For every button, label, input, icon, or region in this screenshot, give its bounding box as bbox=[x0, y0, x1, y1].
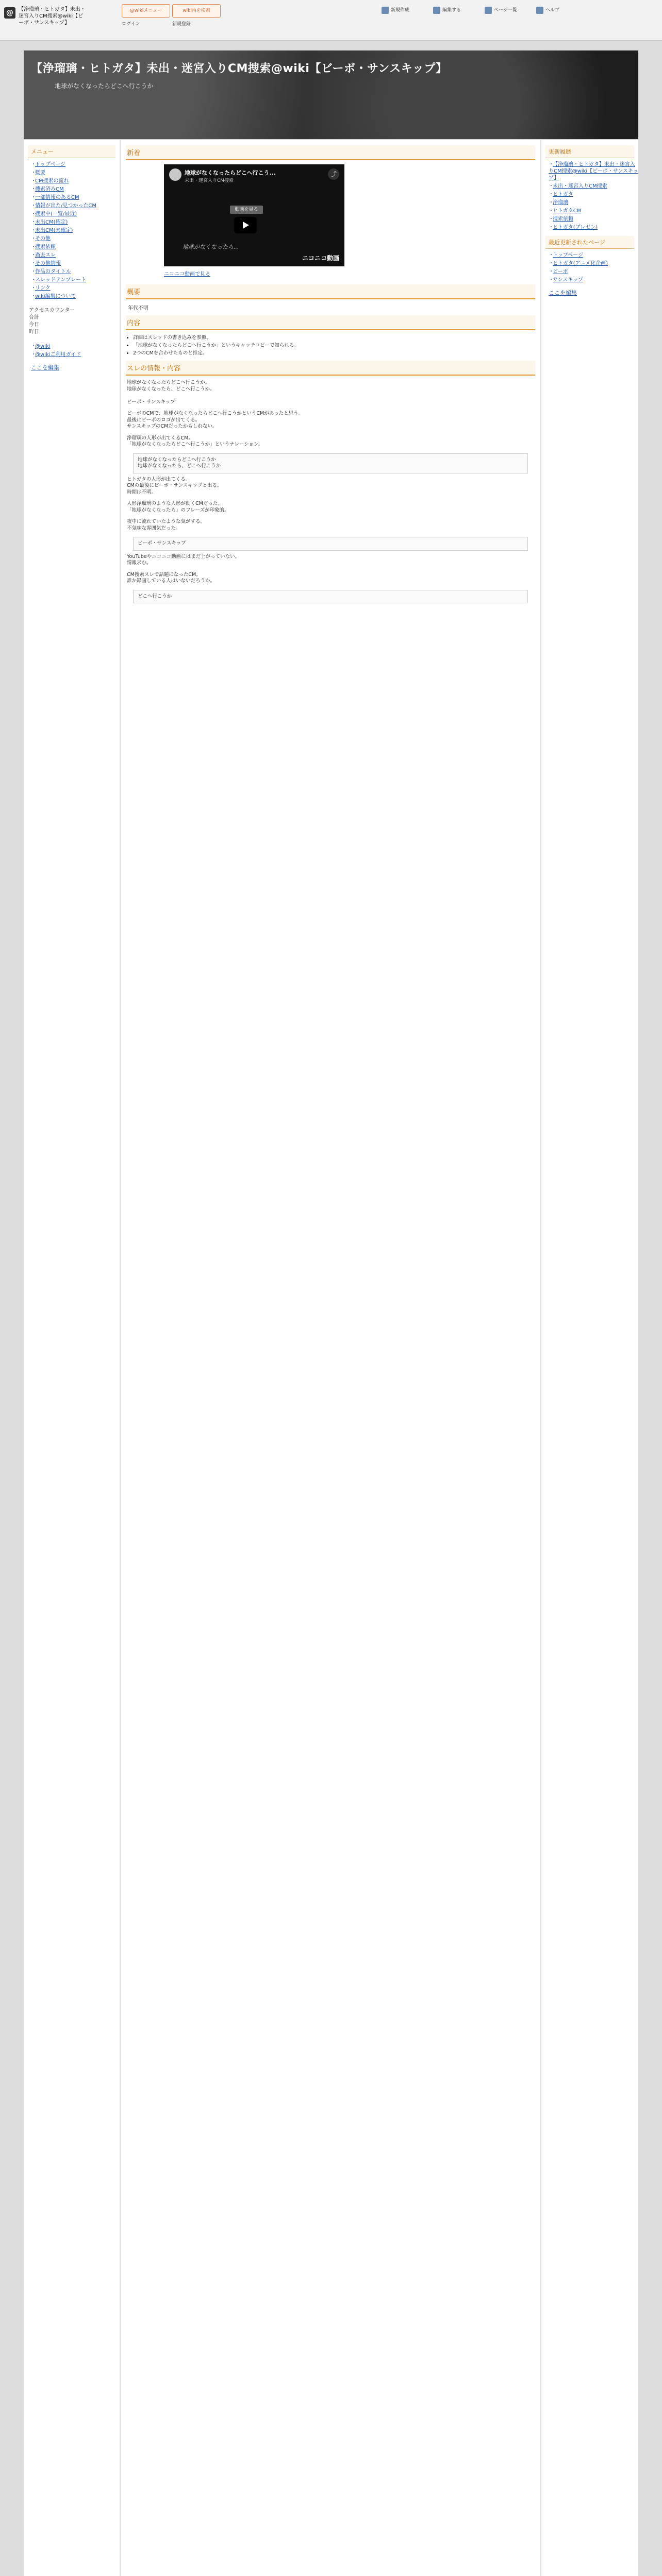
help-icon bbox=[536, 7, 543, 14]
recent-item-label: ヒトガタ(アニメ化企画) bbox=[553, 261, 608, 266]
share-icon[interactable]: ⤴ bbox=[328, 168, 339, 180]
site-title[interactable]: 【浄瑠璃・ヒトガタ】未出・迷宮入りCM捜索@wiki【ビーボ・サンスキップ】 bbox=[31, 62, 448, 75]
niconico-video-embed[interactable] bbox=[164, 164, 344, 266]
wiki-toolbar bbox=[0, 0, 662, 41]
site-subtitle: 地球がなくなったらどこへ行こうか bbox=[55, 82, 154, 90]
counter-today: 今日 bbox=[29, 322, 39, 328]
bullet-icon: ・ bbox=[549, 208, 554, 214]
quote-box: ビーボ・サンスキップ bbox=[133, 537, 528, 551]
sidebar-item-label: 概要 bbox=[35, 170, 45, 176]
atwiki-menu-button[interactable]: @wikiメニュー bbox=[122, 4, 170, 18]
thread-post: YouTubeやニコニコ動画にはまだ上がっていない。 情報求む。 bbox=[127, 553, 240, 566]
news-heading: 新着 bbox=[126, 145, 535, 160]
quote-box: 地球がなくなったらどこへ行こうか 地球がなくなったら、どこへ行こうか bbox=[133, 453, 528, 473]
update-history-list bbox=[549, 161, 638, 231]
content-bullets bbox=[133, 334, 530, 357]
content-heading: 内容 bbox=[126, 315, 535, 330]
recent-item[interactable] bbox=[549, 260, 638, 267]
recent-item-label: サンスキップ bbox=[553, 277, 583, 283]
edit-icon bbox=[433, 7, 440, 14]
bullet-icon: ・ bbox=[549, 225, 554, 230]
sidebar-item-label: スレッドテンプレート bbox=[35, 277, 86, 283]
recent-pages-heading: 最近更新されたページ bbox=[545, 236, 634, 249]
login-link[interactable]: ログイン bbox=[122, 22, 140, 27]
recent-item[interactable] bbox=[549, 277, 638, 283]
thread-post: 人形浄瑠璃のような人形が動くCMだった。 「地球がなくなったら」のフレーズが印象的。 bbox=[127, 501, 229, 513]
sidebar-item[interactable] bbox=[31, 161, 120, 168]
wiki-logo[interactable] bbox=[4, 4, 87, 35]
update-item[interactable] bbox=[549, 199, 638, 206]
recent-item[interactable] bbox=[549, 252, 638, 259]
update-item-label: 【浄瑠璃・ヒトガタ】未出・迷宮入りCM捜索@wiki【ビーボ・サンスキップ】 bbox=[549, 162, 638, 181]
sidebar-item-label: wiki編集について bbox=[35, 294, 76, 299]
video-caption: 地球がなくなったら... bbox=[183, 244, 239, 250]
bullet-icon: ・ bbox=[31, 236, 36, 242]
update-item-label: ヒトガタ bbox=[553, 192, 573, 197]
update-item-label: 浄瑠璃 bbox=[553, 200, 568, 206]
wiki-search-button[interactable]: wiki内を検索 bbox=[172, 4, 221, 18]
sidebar-item-label: 一部情報のあるCM bbox=[35, 195, 79, 200]
sidebar-item-label: トップページ bbox=[35, 162, 66, 167]
update-item[interactable] bbox=[549, 161, 638, 181]
bullet-icon: ・ bbox=[31, 195, 36, 200]
summary-text: 年代不明 bbox=[128, 306, 148, 311]
page-list-icon bbox=[485, 7, 492, 14]
atwiki-links bbox=[31, 343, 120, 358]
bullet-icon: ・ bbox=[31, 261, 36, 266]
summary-heading: 概要 bbox=[126, 284, 535, 299]
update-item[interactable] bbox=[549, 191, 638, 198]
register-link[interactable]: 新規登録 bbox=[172, 22, 191, 27]
sidebar-item[interactable] bbox=[31, 202, 120, 209]
bullet-icon: ・ bbox=[549, 277, 554, 283]
menu-list bbox=[31, 161, 120, 300]
menu-new-page[interactable]: 新規作成 bbox=[382, 6, 427, 25]
wiki-site-name: 【浄瑠璃・ヒトガタ】未出・迷宮入りCM捜索@wiki【ビーボ・サンスキップ】 bbox=[19, 7, 86, 26]
thread-heading: スレの情報・内容 bbox=[126, 361, 535, 376]
recent-item-label: トップページ bbox=[553, 252, 584, 258]
right-sidebar bbox=[541, 140, 638, 2576]
bullet-icon: ・ bbox=[549, 192, 554, 197]
bullet-icon: ・ bbox=[549, 216, 554, 222]
sidebar-item-label: 作品のタイトル bbox=[35, 269, 71, 275]
sidebar-item-label: その他 bbox=[35, 236, 51, 242]
atwiki-link[interactable]: ・@wiki bbox=[31, 344, 51, 349]
bullet-icon: ・ bbox=[31, 277, 36, 283]
update-item-label: 捜索依頼 bbox=[553, 216, 573, 222]
recent-pages-list bbox=[549, 252, 638, 283]
new-page-icon bbox=[382, 7, 389, 14]
bullet-icon: ・ bbox=[31, 294, 36, 299]
sidebar-item-label: 過去スレ bbox=[35, 252, 56, 258]
bullet-icon: ・ bbox=[31, 244, 36, 250]
menu-heading: メニュー bbox=[28, 145, 115, 158]
bullet-icon: ・ bbox=[31, 285, 36, 291]
sidebar-item[interactable] bbox=[31, 186, 120, 193]
recent-item-label: ビーボ bbox=[553, 269, 568, 275]
sidebar-item[interactable] bbox=[31, 277, 120, 283]
bullet-icon: ・ bbox=[549, 252, 554, 258]
counter-total: 合計 bbox=[29, 315, 39, 320]
content-bullet: • 2つのCMを合わせたものと推定。 bbox=[133, 350, 530, 357]
video-link[interactable]: ニコニコ動画で見る bbox=[164, 272, 210, 277]
bullet-icon: ・ bbox=[549, 200, 554, 206]
sidebar-item[interactable] bbox=[31, 227, 120, 234]
quote-box: どこへ行こうか bbox=[133, 590, 528, 604]
sidebar-item-label: 捜索済みCM bbox=[35, 187, 64, 192]
wiki-logo-icon: @ bbox=[4, 7, 15, 19]
thread-post: 地球がなくなったらどこへ行こうか。 地球がなくなったら、どこへ行こうか。 ビーボ・サンスキップ bbox=[127, 380, 215, 405]
menu-help[interactable]: ヘルプ bbox=[536, 6, 582, 25]
video-subtitle: 未出・迷宮入りCM捜索 bbox=[185, 178, 234, 183]
sidebar-item[interactable] bbox=[31, 285, 120, 292]
sidebar-item[interactable] bbox=[31, 293, 120, 300]
sidebar-item[interactable] bbox=[31, 244, 120, 250]
update-history-heading: 更新履歴 bbox=[545, 145, 634, 158]
bullet-icon: ・ bbox=[31, 269, 36, 275]
sidebar-item[interactable] bbox=[31, 219, 120, 226]
niconico-logo: ニコニコ動画 bbox=[302, 255, 339, 262]
thread-post: 浄瑠璃の人形が出てくるCM。 「地球がなくなったらどこへ行こうか」というナレーション。 bbox=[127, 435, 263, 447]
sidebar-item[interactable] bbox=[31, 170, 120, 176]
thread-post: ビーボのCMで、地球がなくなったらどこへ行こうかというCMがあったと思う。 最後にビーボのロゴが出てくる。 サンスキップのCMだったかもしれない。 bbox=[127, 411, 304, 429]
sidebar-item[interactable] bbox=[31, 268, 120, 275]
thread-posts bbox=[121, 380, 540, 603]
bullet-icon: ・ bbox=[31, 187, 36, 192]
sidebar-item-label: 捜索中(一覧/最近) bbox=[35, 211, 77, 217]
bullet-icon: ・ bbox=[549, 269, 554, 275]
access-counter bbox=[29, 307, 114, 336]
bullet-icon: ・ bbox=[31, 178, 36, 184]
thread-post: CM捜索スレで話題になったCM。 誰か録画している人はいないだろうか。 bbox=[127, 571, 216, 584]
update-item-label: ヒトガタ(プレゼン) bbox=[553, 225, 598, 230]
sidebar-item[interactable] bbox=[31, 178, 120, 184]
bullet-icon: ・ bbox=[31, 203, 36, 209]
update-item[interactable] bbox=[549, 183, 638, 190]
video-title: 地球がなくなったらどこへ行こう... bbox=[185, 170, 276, 176]
sidebar-item[interactable] bbox=[31, 260, 120, 267]
update-item-label: ヒトガタCM bbox=[553, 208, 582, 214]
content-bullet: • 「地球がなくなったらどこへ行こうか」というキャッチコピーで知られる。 bbox=[133, 342, 530, 349]
menu-page-list[interactable]: ページ一覧 bbox=[485, 6, 530, 25]
bullet-icon: ・ bbox=[549, 261, 554, 266]
bullet-icon: ・ bbox=[31, 162, 36, 167]
right-edit-link[interactable]: ここを編集 bbox=[549, 290, 577, 296]
sidebar-item[interactable] bbox=[31, 252, 120, 259]
play-button-icon[interactable] bbox=[234, 217, 257, 233]
watch-video-button[interactable]: 動画を見る bbox=[230, 206, 263, 214]
sidebar-item-label: 捜索依頼 bbox=[35, 244, 56, 250]
update-item[interactable] bbox=[549, 224, 638, 231]
site-header bbox=[24, 50, 638, 139]
left-sidebar bbox=[24, 140, 120, 2576]
update-item-label: 未出・迷宮入りCM捜索 bbox=[553, 183, 607, 189]
bullet-icon: ・ bbox=[31, 170, 36, 176]
counter-title: アクセスカウンター bbox=[29, 308, 75, 313]
bullet-icon: ・ bbox=[31, 228, 36, 233]
update-item[interactable] bbox=[549, 216, 638, 223]
left-edit-link[interactable]: ここを編集 bbox=[31, 364, 59, 371]
bullet-icon: ・ bbox=[31, 211, 36, 217]
sidebar-item[interactable] bbox=[31, 211, 120, 217]
sidebar-item-label: その他情報 bbox=[35, 261, 61, 266]
sidebar-item-label: 未出CM(未確定) bbox=[35, 228, 73, 233]
sidebar-item-label: 情報が出た/見つかったCM bbox=[35, 203, 96, 209]
atwiki-guide-link[interactable]: ・@wikiご利用ガイド bbox=[31, 352, 81, 358]
thread-post: 夜中に流れていたような気がする。 不気味な雰囲気だった。 bbox=[127, 519, 206, 531]
sidebar-item[interactable] bbox=[31, 194, 120, 201]
counter-yesterday: 昨日 bbox=[29, 329, 39, 335]
bullet-icon: ・ bbox=[31, 219, 36, 225]
sidebar-item[interactable] bbox=[31, 235, 120, 242]
bullet-icon: ・ bbox=[549, 183, 554, 189]
channel-avatar bbox=[169, 168, 181, 181]
menu-edit[interactable]: 編集する bbox=[433, 6, 478, 25]
bullet-icon: ・ bbox=[549, 162, 554, 167]
sidebar-item-label: CM捜索の流れ bbox=[35, 178, 69, 184]
thread-post: ヒトガタの人形が出てくる。 CMの最後にビーボ・サンスキップと出る。 時期は不明。 bbox=[127, 476, 222, 495]
sidebar-item-label: リンク bbox=[35, 285, 51, 291]
recent-item[interactable] bbox=[549, 268, 638, 275]
sidebar-item-label: 未出CM(確定) bbox=[35, 219, 68, 225]
main-content bbox=[121, 140, 540, 2576]
bullet-icon: ・ bbox=[31, 252, 36, 258]
content-bullet: • 詳細はスレッドの書き込みを参照。 bbox=[133, 334, 530, 341]
update-item[interactable] bbox=[549, 208, 638, 214]
